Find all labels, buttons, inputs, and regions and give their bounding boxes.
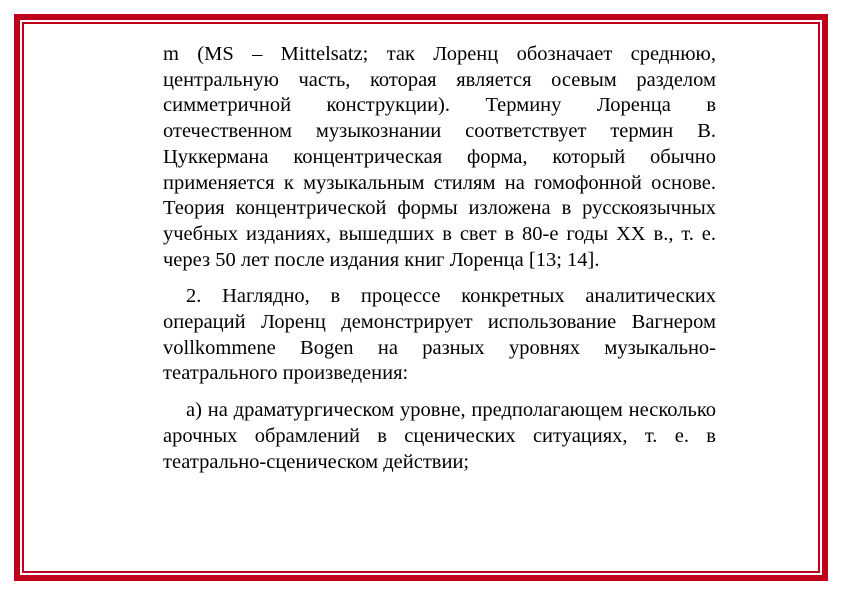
paragraph-continuation: m (MS – Mittelsatz; так Лоренц обозначает среднюю, центральную часть, которая является осевым разделом симметричной конструкции). Термину Лоренца в отечественном музыкознании соответствует термин В. Цуккермана концентрическая форма, который обычно применяется к музыкальным стилям на гомофонной основе. Теория концентрической формы изложена в русскоязычных учебных изданиях, вышедших в свет в 80-е годы XX в., т. е. через 50 лет после издания книг Лоренца [13; 14]. [163, 43, 716, 271]
paragraph-a: а) на драматургическом уровне, предполагающем несколько арочных обрамлений в сценических ситуациях, т. е. в театрально-сценическом действии; [163, 399, 716, 473]
paragraph-2: 2. Наглядно, в процессе конкретных аналитических операций Лоренц демонстрирует использование Вагнером vollkommene Bogen на разных уровнях музыкально-театрального произведения: [163, 285, 716, 385]
document-body [163, 42, 716, 475]
